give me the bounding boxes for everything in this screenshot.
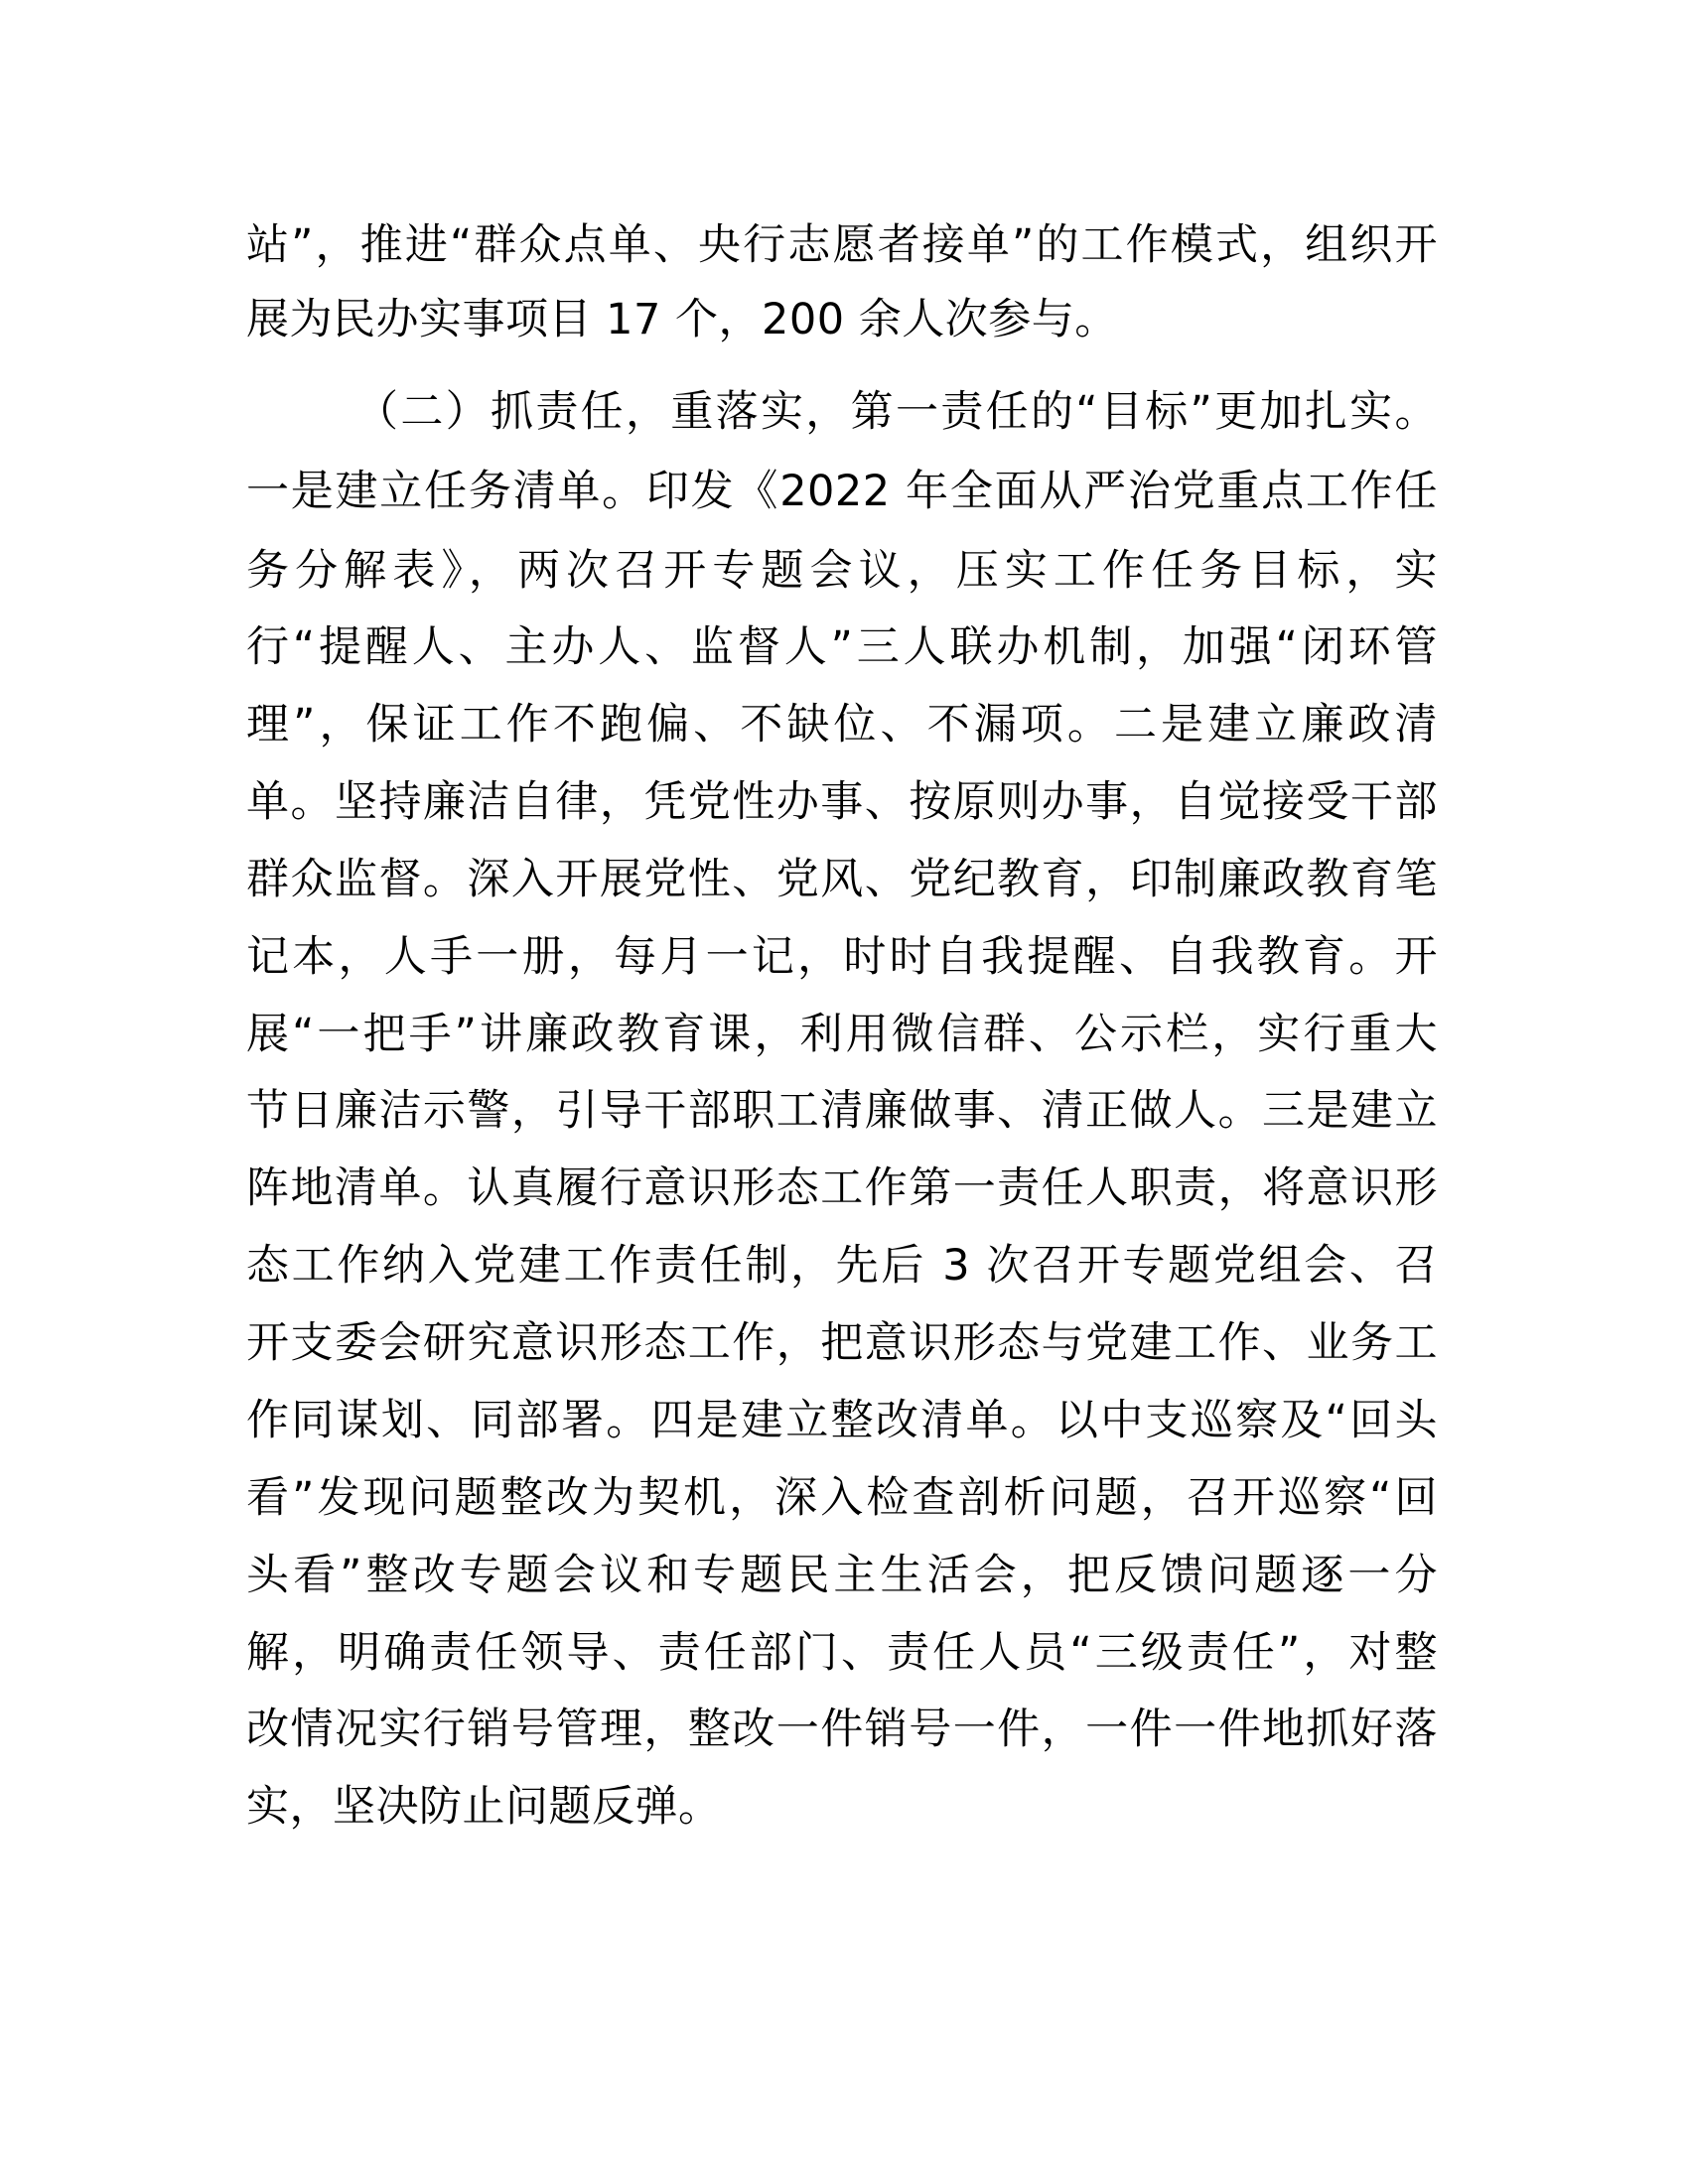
paragraph-line: 态工作纳入党建工作责任制，先后 3 次召开专题党组会、召 bbox=[246, 1241, 1438, 1291]
paragraph-line: 看”发现问题整改为契机，深入检查剖析问题，召开巡察“回 bbox=[246, 1473, 1438, 1523]
paragraph-line: 改情况实行销号管理，整改一件销号一件，一件一件地抓好落 bbox=[246, 1705, 1438, 1754]
paragraph-line: 展“一把手”讲廉政教育课，利用微信群、公示栏，实行重大 bbox=[246, 1010, 1438, 1059]
paragraph-line: 务分解表》，两次召开专题会议，压实工作任务目标，实 bbox=[246, 546, 1438, 596]
paragraph-line: 行“提醒人、主办人、监督人”三人联办机制，加强“闭环管 bbox=[246, 622, 1438, 672]
paragraph-line: 单。坚持廉洁自律，凭党性办事、按原则办事，自觉接受干部 bbox=[246, 777, 1438, 827]
paragraph-line: 作同谋划、同部署。四是建立整改清单。以中支巡察及“回头 bbox=[246, 1396, 1438, 1445]
paragraph-line: 阵地清单。认真履行意识形态工作第一责任人职责，将意识形 bbox=[246, 1163, 1438, 1213]
section-heading-line: （二）抓责任，重落实，第一责任的“目标”更加扎实。 bbox=[355, 387, 1438, 437]
paragraph-line: 站”，推进“群众点单、央行志愿者接单”的工作模式，组织开 bbox=[246, 220, 1438, 270]
paragraph-line: 记本，人手一册，每月一记，时时自我提醒、自我教育。开 bbox=[246, 932, 1438, 982]
paragraph-line: 实，坚决防止问题反弹。 bbox=[246, 1782, 722, 1832]
paragraph-line: 一是建立任务清单。印发《2022 年全面从严治党重点工作任 bbox=[246, 467, 1438, 516]
paragraph-line: 头看”整改专题会议和专题民主生活会，把反馈问题逐一分 bbox=[246, 1551, 1438, 1600]
paragraph-line: 开支委会研究意识形态工作，把意识形态与党建工作、业务工 bbox=[246, 1318, 1438, 1368]
paragraph-line: 解，明确责任领导、责任部门、责任人员“三级责任”，对整 bbox=[246, 1628, 1438, 1678]
paragraph-line: 理”，保证工作不跑偏、不缺位、不漏项。二是建立廉政清 bbox=[246, 700, 1438, 750]
paragraph-line: 节日廉洁示警，引导干部职工清廉做事、清正做人。三是建立 bbox=[246, 1086, 1438, 1136]
paragraph-line: 群众监督。深入开展党性、党风、党纪教育，印制廉政教育笔 bbox=[246, 855, 1438, 904]
paragraph-line: 展为民办实事项目 17 个，200 余人次参与。 bbox=[246, 295, 1118, 344]
